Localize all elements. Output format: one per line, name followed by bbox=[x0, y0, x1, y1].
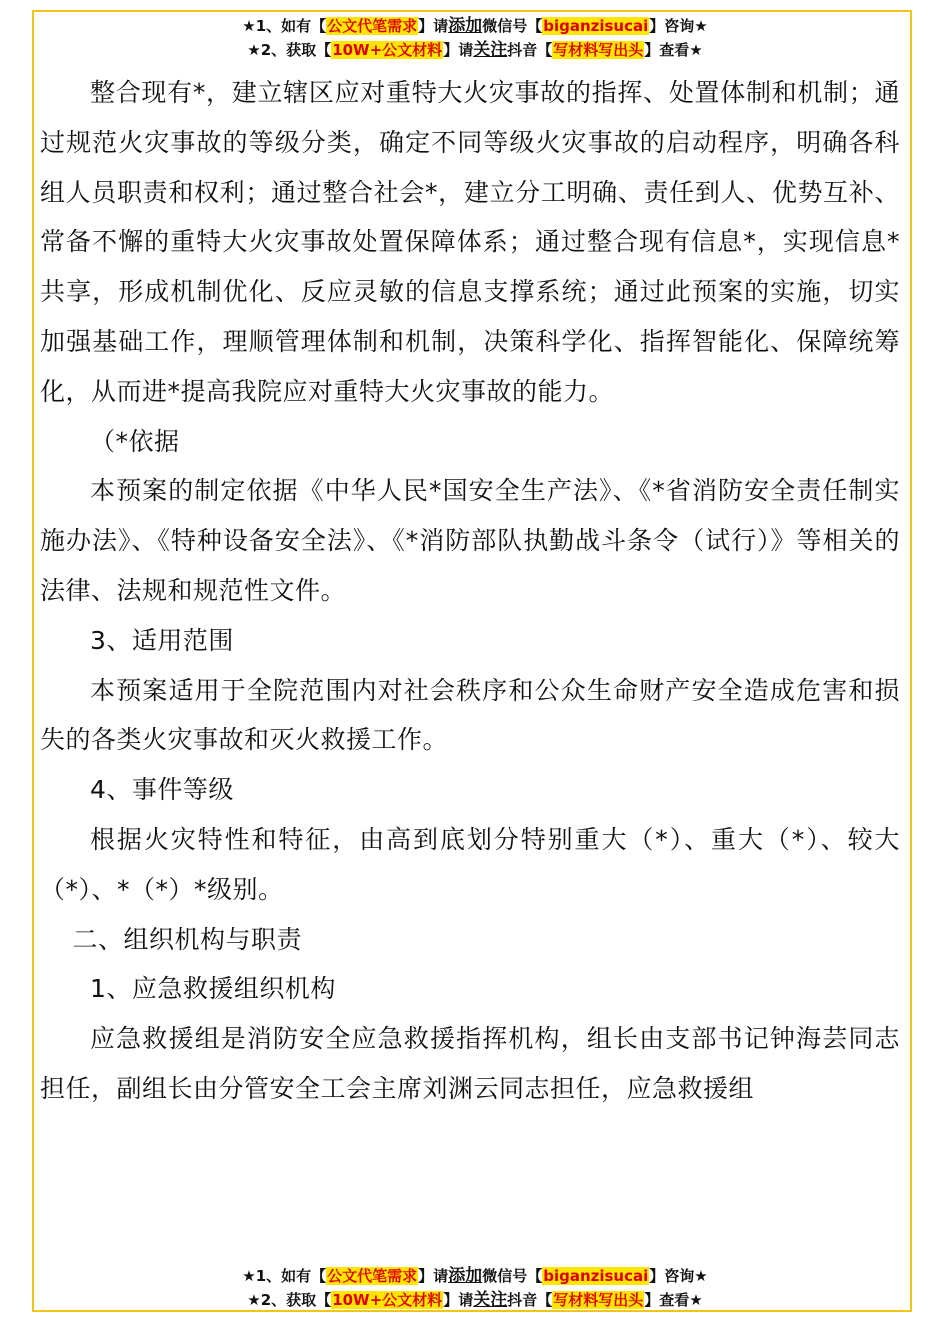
highlight-wechat-id: biganzisucai bbox=[543, 1267, 649, 1285]
heading-organization: 二、组织机构与职责 bbox=[72, 924, 303, 954]
paragraph-levels: 根据火灾特性和特征，由高到底划分特别重大（*）、重大（*）、较大（*）、*（*）*级别。 bbox=[40, 824, 900, 904]
paragraph-rescue-org: 应急救援组是消防安全应急救援指挥机构，组长由支部书记钟海芸同志担任，副组长由分管安全工会主席刘渊云同志担任，应急救援组 bbox=[40, 1024, 900, 1103]
highlight-douyin: 写材料写出头 bbox=[553, 41, 644, 59]
heading-basis: （*依据 bbox=[90, 426, 180, 456]
highlight-materials: 10W+公文材料 bbox=[332, 41, 443, 59]
highlight-materials: 10W+公文材料 bbox=[332, 1291, 443, 1309]
header-banner bbox=[0, 14, 950, 62]
highlight-wechat-id: biganzisucai bbox=[543, 17, 649, 35]
heading-levels: 4、事件等级 bbox=[90, 775, 234, 805]
highlight-service: 公文代笔需求 bbox=[327, 1267, 418, 1285]
banner-line-2: ★2、获取【10W+公文材料】请关注抖音【写材料写出头】查看★ bbox=[247, 40, 703, 60]
banner-line-1: ★1、如有【公文代笔需求】请添加微信号【biganzisucai】咨询★ bbox=[242, 16, 708, 36]
paragraph-scope: 本预案适用于全院范围内对社会秩序和公众生命财产安全造成危害和损失的各类火灾事故和灭火救援工作。 bbox=[40, 675, 900, 755]
heading-rescue-org: 1、应急救援组织机构 bbox=[90, 974, 336, 1004]
banner-line-2: ★2、获取【10W+公文材料】请关注抖音【写材料写出头】查看★ bbox=[247, 1290, 703, 1310]
document-body bbox=[40, 68, 900, 1114]
highlight-douyin: 写材料写出头 bbox=[553, 1291, 644, 1309]
paragraph-basis: 本预案的制定依据《中华人民*国安全生产法》、《*省消防安全责任制实施办法》、《特种设备安全法》、《*消防部队执勤战斗条令（试行）》等相关的法律、法规和规范性文件。 bbox=[40, 476, 900, 605]
footer-banner bbox=[0, 1264, 950, 1312]
banner-line-1: ★1、如有【公文代笔需求】请添加微信号【biganzisucai】咨询★ bbox=[242, 1266, 708, 1286]
paragraph-intro: 整合现有*，建立辖区应对重特大火灾事故的指挥、处置体制和机制；通过规范火灾事故的等级分类，确定不同等级火灾事故的启动程序，明确各科组人员职责和权利；通过整合社会*，建立分工明确、责任到人、优势互补、常备不懈的重特大火灾事故处置保障体系；通过整合现有信息*，实现信息*共享，形成机制优化、反应灵敏的信息支撑系统；通过此预案的实施，切实加强基础工作，理顺管理体制和机制，决策科学化、指挥智能化、保障统筹化，从而进*提高我院应对重特大火灾事故的能力。 bbox=[40, 78, 900, 406]
highlight-service: 公文代笔需求 bbox=[327, 17, 418, 35]
heading-scope: 3、适用范围 bbox=[90, 625, 234, 655]
